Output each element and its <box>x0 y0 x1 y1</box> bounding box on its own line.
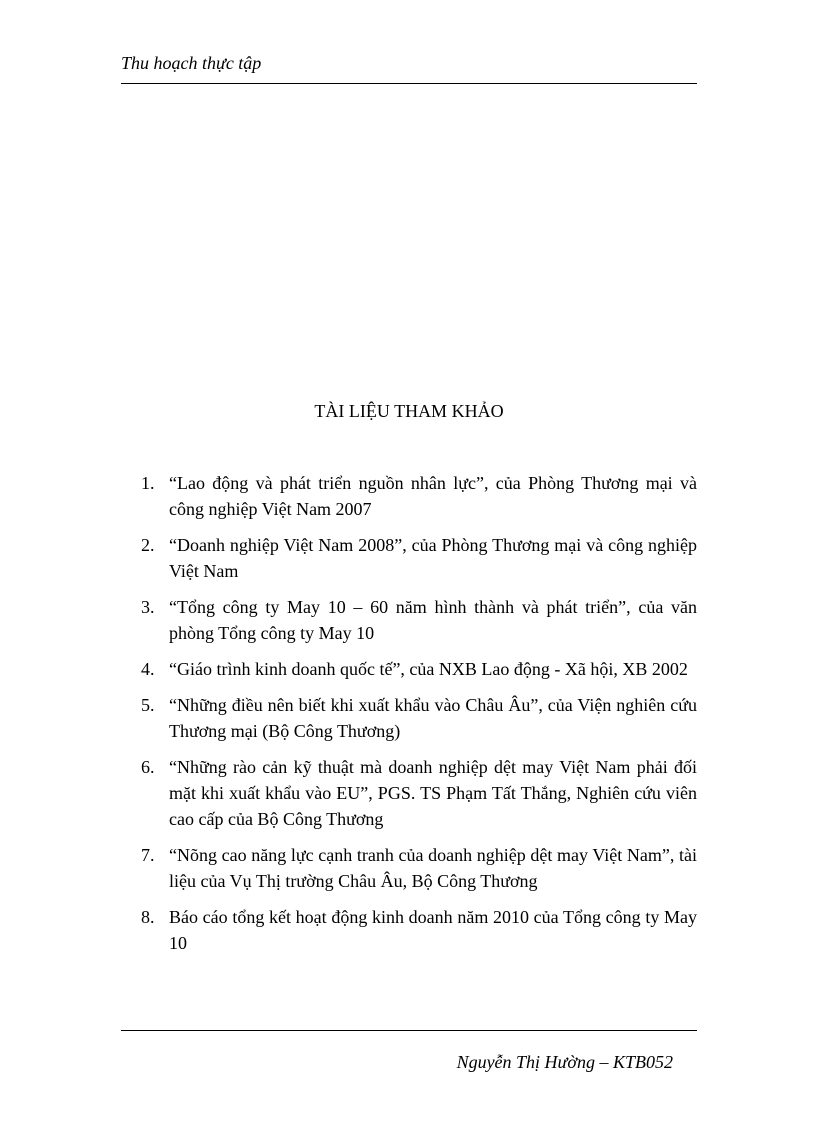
reference-item-1 <box>141 470 697 522</box>
reference-item-7 <box>141 842 697 894</box>
page-title: TÀI LIỆU THAM KHẢO <box>314 401 504 421</box>
reference-list <box>141 470 697 966</box>
reference-number: 4. <box>141 659 155 679</box>
footer-author: Nguyễn Thị Hường – KTB052 <box>456 1052 673 1072</box>
reference-text: “Doanh nghiệp Việt Nam 2008”, của Phòng Thương mại và công nghiệp Việt Nam <box>169 535 697 581</box>
reference-item-8 <box>141 904 697 956</box>
reference-text: Báo cáo tổng kết hoạt động kinh doanh năm 2010 của Tổng công ty May 10 <box>169 907 697 953</box>
reference-item-6 <box>141 754 697 832</box>
reference-text: “Những rào cản kỹ thuật mà doanh nghiệp dệt may Việt Nam phải đối mặt khi xuất khẩu vào EU”, PGS. TS Phạm Tất Thắng, Nghiên cứu viên cao cấp của Bộ Công Thương <box>169 757 697 829</box>
reference-text: “Những điều nên biết khi xuất khẩu vào Châu Âu”, của Viện nghiên cứu Thương mại (Bộ Công Thương) <box>169 695 697 741</box>
reference-text: “Lao động và phát triển nguồn nhân lực”, của Phòng Thương mại và công nghiệp Việt Nam 2007 <box>169 473 697 519</box>
reference-number: 1. <box>141 473 155 493</box>
reference-text: “Nõng cao năng lực cạnh tranh của doanh nghiệp dệt may Việt Nam”, tài liệu của Vụ Thị trường Châu Âu, Bộ Công Thương <box>169 845 697 891</box>
reference-item-3 <box>141 594 697 646</box>
reference-item-4 <box>141 656 697 682</box>
reference-text: “Giáo trình kinh doanh quốc tế”, của NXB Lao động - Xã hội, XB 2002 <box>169 659 688 679</box>
reference-text: “Tổng công ty May 10 – 60 năm hình thành và phát triển”, của văn phòng Tổng công ty May 10 <box>169 597 697 643</box>
reference-item-2 <box>141 532 697 584</box>
reference-number: 3. <box>141 597 155 617</box>
reference-number: 8. <box>141 907 155 927</box>
reference-number: 5. <box>141 695 155 715</box>
page-header <box>121 52 697 74</box>
reference-number: 2. <box>141 535 155 555</box>
header-title: Thu hoạch thực tập <box>121 53 262 73</box>
reference-number: 6. <box>141 757 155 777</box>
reference-item-5 <box>141 692 697 744</box>
footer-divider <box>121 1030 697 1031</box>
reference-number: 7. <box>141 845 155 865</box>
header-divider <box>121 83 697 84</box>
